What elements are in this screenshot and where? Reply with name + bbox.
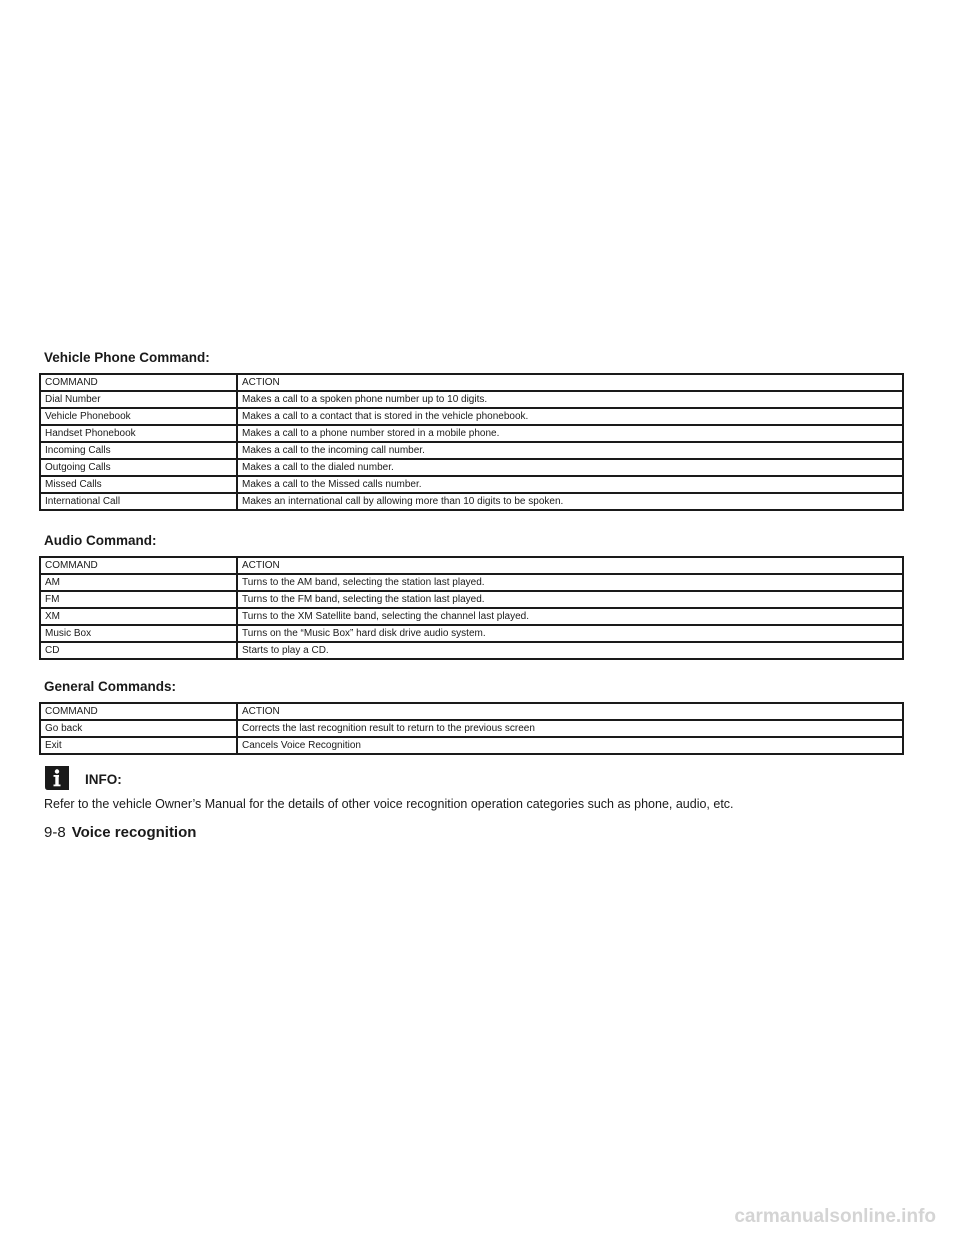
- table-row: [40, 408, 903, 425]
- command-cell: Exit: [40, 737, 237, 754]
- table-row: [40, 574, 903, 591]
- action-cell: Turns on the “Music Box” hard disk drive audio system.: [237, 625, 903, 642]
- page-number: 9-8: [44, 824, 66, 841]
- action-cell: Cancels Voice Recognition: [237, 737, 903, 754]
- header-command: COMMAND: [40, 374, 237, 391]
- action-cell: Makes an international call by allowing more than 10 digits to be spoken.: [237, 493, 903, 510]
- info-label: INFO:: [85, 772, 122, 787]
- page-footer: [44, 824, 196, 841]
- action-cell: Corrects the last recognition result to return to the previous screen: [237, 720, 903, 737]
- command-cell: AM: [40, 574, 237, 591]
- table-header-row: [40, 703, 903, 720]
- phone-command-table: [39, 373, 904, 511]
- action-cell: Turns to the FM band, selecting the station last played.: [237, 591, 903, 608]
- command-cell: Go back: [40, 720, 237, 737]
- action-cell: Makes a call to the incoming call number.: [237, 442, 903, 459]
- header-action: ACTION: [237, 557, 903, 574]
- table-row: [40, 737, 903, 754]
- general-command-table: [39, 702, 904, 755]
- action-cell: Turns to the XM Satellite band, selecting the channel last played.: [237, 608, 903, 625]
- command-cell: Incoming Calls: [40, 442, 237, 459]
- header-command: COMMAND: [40, 703, 237, 720]
- command-cell: FM: [40, 591, 237, 608]
- table-row: [40, 591, 903, 608]
- phone-section-title: Vehicle Phone Command:: [44, 350, 210, 365]
- chapter-title: Voice recognition: [71, 824, 197, 841]
- table-header-row: [40, 557, 903, 574]
- action-cell: Makes a call to a contact that is stored in the vehicle phonebook.: [237, 408, 903, 425]
- action-cell: Makes a call to a spoken phone number up to 10 digits.: [237, 391, 903, 408]
- action-cell: Makes a call to a phone number stored in a mobile phone.: [237, 425, 903, 442]
- info-text: Refer to the vehicle Owner’s Manual for the details of other voice recognition operation categories such as phone, audio, etc.: [44, 797, 734, 811]
- table-header-row: [40, 374, 903, 391]
- table-row: [40, 608, 903, 625]
- table-row: [40, 493, 903, 510]
- command-cell: International Call: [40, 493, 237, 510]
- command-cell: Missed Calls: [40, 476, 237, 493]
- command-cell: XM: [40, 608, 237, 625]
- table-row: [40, 625, 903, 642]
- command-cell: Dial Number: [40, 391, 237, 408]
- table-row: [40, 425, 903, 442]
- action-cell: Starts to play a CD.: [237, 642, 903, 659]
- action-cell: Makes a call to the Missed calls number.: [237, 476, 903, 493]
- command-cell: Outgoing Calls: [40, 459, 237, 476]
- action-cell: Turns to the AM band, selecting the station last played.: [237, 574, 903, 591]
- table-row: [40, 476, 903, 493]
- header-action: ACTION: [237, 374, 903, 391]
- header-command: COMMAND: [40, 557, 237, 574]
- table-row: [40, 720, 903, 737]
- general-section-title: General Commands:: [44, 679, 177, 694]
- command-cell: CD: [40, 642, 237, 659]
- table-row: [40, 442, 903, 459]
- table-row: [40, 391, 903, 408]
- command-cell: Vehicle Phonebook: [40, 408, 237, 425]
- audio-section-title: Audio Command:: [44, 533, 157, 548]
- action-cell: Makes a call to the dialed number.: [237, 459, 903, 476]
- watermark: carmanualsonline.info: [734, 1206, 936, 1227]
- table-row: [40, 459, 903, 476]
- audio-command-table: [39, 556, 904, 660]
- info-icon: [44, 765, 70, 791]
- command-cell: Music Box: [40, 625, 237, 642]
- table-row: [40, 642, 903, 659]
- header-action: ACTION: [237, 703, 903, 720]
- command-cell: Handset Phonebook: [40, 425, 237, 442]
